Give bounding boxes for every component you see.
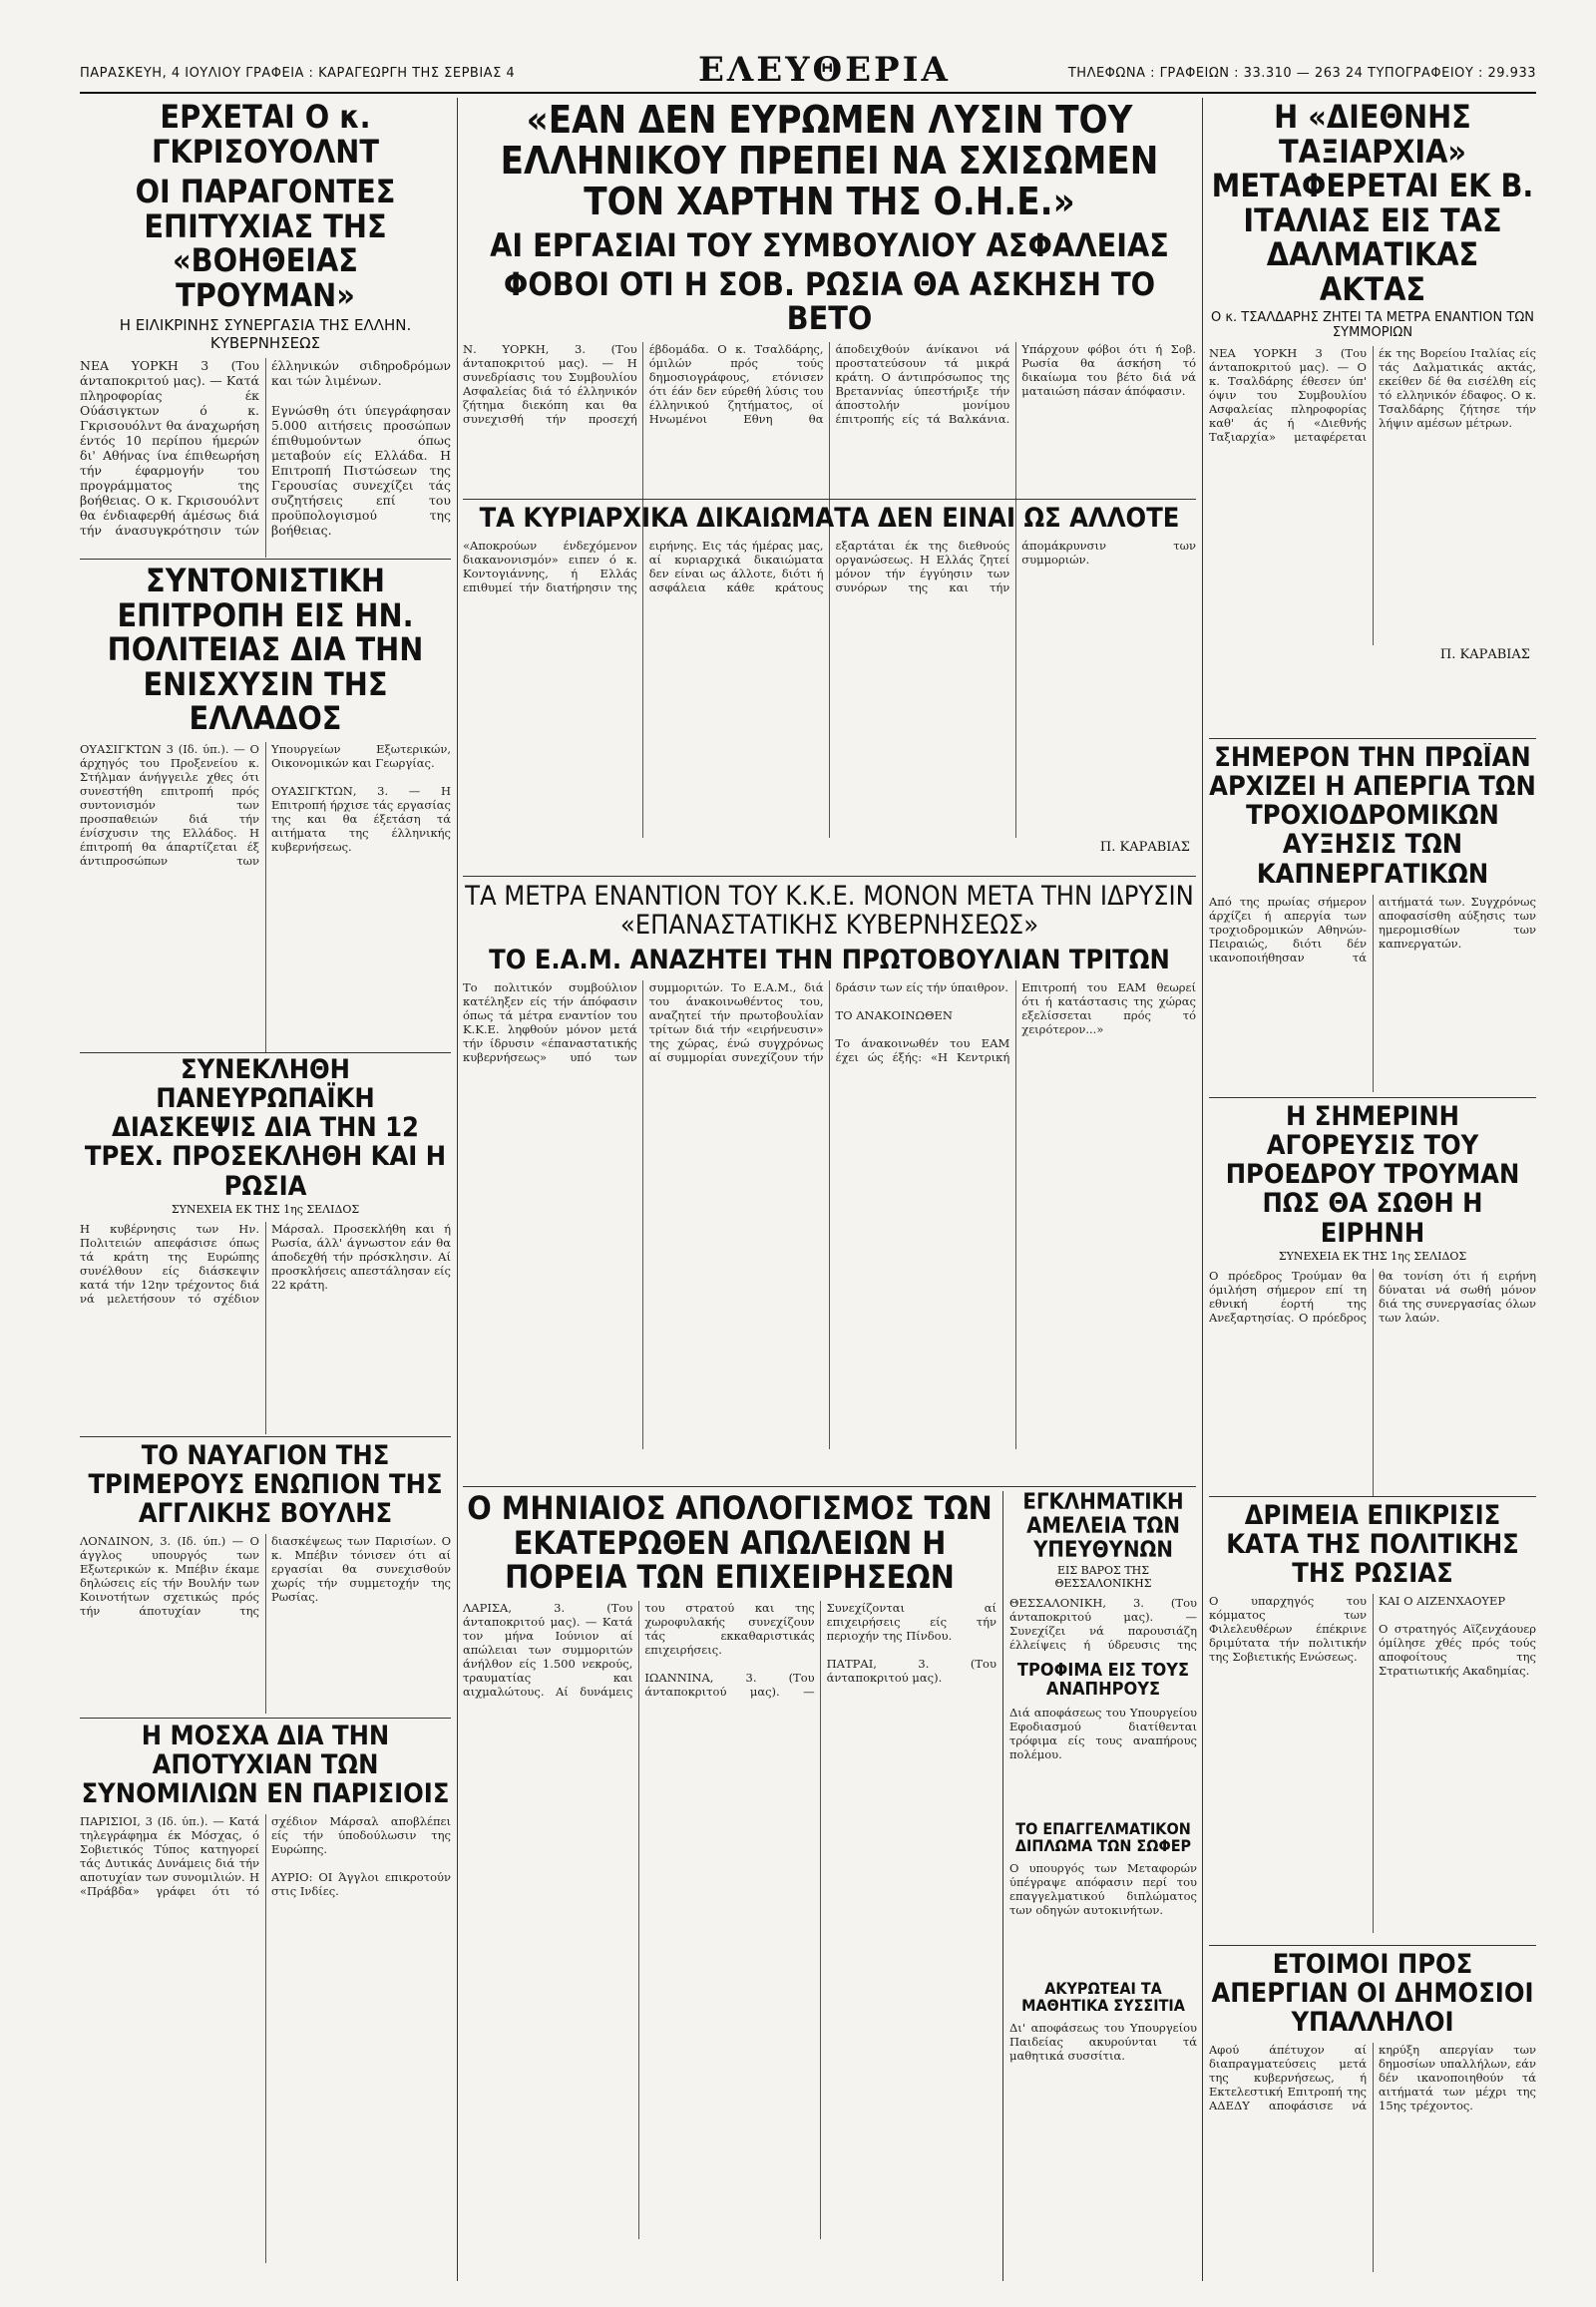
headline: ΟΙ ΠΑΡΑΓΟΝΤΕΣ ΕΠΙΤΥΧΙΑΣ ΤΗΣ «ΒΟΗΘΕΙΑΣ ΤΡΟΥΜΑΝ» <box>135 173 396 314</box>
article-body: Δι' αποφάσεως του Υπουργείου Παιδείας ακυρούνται τά μαθητικά συσσίτια. <box>1009 2020 1197 2063</box>
byline: Π. ΚΑΡΑΒΙΑΣ <box>1439 647 1530 663</box>
section-rule <box>463 499 1196 500</box>
headline: «ΕΑΝ ΔΕΝ ΕΥΡΩΜΕΝ ΛΥΣΙΝ ΤΟΥ ΕΛΛΗΝΙΚΟΥ ΠΡΕΠΕΙ ΝΑ ΣΧΙΣΩΜΕΝ ΤΟΝ ΧΑΡΤΗΝ ΤΗΣ Ο.Η.Ε.» <box>500 100 1159 224</box>
article-body: Η κυβέρνησις των Ην. Πολιτειών απεφάσισε όπως τά κράτη της Ευρώπης συνέλθουν είς διάσκεψιν κατά τήν 12ην τρέχοντος διά νά μελετήσουν τό σχέδιον Μάρσαλ. Προσεκλήθη και ή Ρωσία, άλλ' άγνωστον εάν θα άποδεχθή τήν πρόσκλησιν. Αί προσκλήσεις απεστάλησαν είς 22 κράτη. <box>80 1221 451 1306</box>
article-mosxa <box>80 1722 451 2280</box>
article-trouman <box>1209 1102 1536 1496</box>
masthead-date-address: ΠΑΡΑΣΚΕΥΗ, 4 ΙΟΥΛΙΟΥ ΓΡΑΦΕΙΑ : ΚΑΡΑΓΕΩΡΓΗ ΤΗΣ ΣΕΡΒΙΑΣ 4 <box>80 66 516 81</box>
article-egklimatiki <box>1009 1491 1197 1651</box>
article-body: ΛΑΡΙΣΑ, 3. (Του άνταποκριτού μας). — Κατά τον μήνα Ιούνιον αί απώλειαι των συμμοριτών άνήλθον είς 1.500 νεκρούς, τραυματίας και αιχμαλώτους. Αί δυνάμεις του στρατού και της χωροφυλακής συνεχίζουν τάς εκκαθαριστικάς επιχειρήσεις. ΙΩΑΝΝΙΝΑ, 3. (Του άνταποκριτού μας). — Συνεχίζονται αί επιχειρήσεις είς τήν περιοχήν της Πίνδου. ΠΑΤΡΑΙ, 3. (Του άνταποκριτού μας). <box>463 1600 997 1699</box>
subheadline: Η ΕΙΛΙΚΡΙΝΗΣ ΣΥΝΕΡΓΑΣΙΑ ΤΗΣ ΕΛΛΗΝ. ΚΥΒΕΡΝΗΣΕΩΣ <box>119 316 412 353</box>
headline: ΤΟ ΕΠΑΓΓΕΛΜΑΤΙΚΟΝ ΔΙΠΛΩΜΑ ΤΩΝ ΣΩΦΕΡ <box>1014 1820 1192 1856</box>
article-body: ΘΕΣΣΑΛΟΝΙΚΗ, 3. (Του άνταποκριτού μας). — Συνεχίζει νά παρουσιάζη έλλείψεις ή ύδρευσις της <box>1009 1596 1197 1651</box>
section-rule <box>80 1436 451 1437</box>
article-body: ΠΑΡΙΣΙΟΙ, 3 (Ιδ. ύπ.). — Κατά τηλεγράφημα έκ Μόσχας, ό Σοβιετικός Τύπος κατηγορεί τάς Δυτικάς Δυνάμεις διά τήν αποτυχίαν των συνομιλιών. Η «Πράβδα» γράφει ότι τό σχέδιον Μάρσαλ αποβλέπει είς τήν ύποδούλωσιν της Ευρώπης. ΑΥΡΙΟ: ΟΙ Άγγλοι επικροτούν στις Ινδίες. <box>80 1814 451 1899</box>
article-trofima <box>1009 1661 1197 1810</box>
headline: ΕΤΟΙΜΟΙ ΠΡΟΣ ΑΠΕΡΓΙΑΝ ΟΙ ΔΗΜΟΣΙΟΙ ΥΠΑΛΛΗΛΟΙ <box>1211 1950 1534 2039</box>
article-body: Από της πρωίας σήμερον άρχίζει ή απεργία των τροχιοδρομικών Αθηνών-Πειραιώς, διότι δέν ικανοποιήθησαν τά αιτήματά των. Συγχρόνως αποφασίσθη αύξησις των ημερομισθίων των καπνεργατών. <box>1209 894 1536 964</box>
article-kyriarchika <box>463 504 1196 873</box>
headline: ΕΓΚΛΗΜΑΤΙΚΗ ΑΜΕΛΕΙΑ ΤΩΝ ΥΠΕΥΘΥΝΩΝ <box>1022 1491 1184 1563</box>
section-rule <box>1209 738 1536 739</box>
headline: Ο ΜΗΝΙΑΙΟΣ ΑΠΟΛΟΓΙΣΜΟΣ ΤΩΝ ΕΚΑΤΕΡΩΘΕΝ ΑΠΩΛΕΙΩΝ Η ΠΟΡΕΙΑ ΤΩΝ ΕΠΙΧΕΙΡΗΣΕΩΝ <box>467 1491 993 1597</box>
article-body: Διά αποφάσεως του Υπουργείου Εφοδιασμού διατίθενται τρόφιμα είς τους αναπήρους πολέμου. <box>1009 1705 1197 1761</box>
section-rule <box>80 1718 451 1719</box>
headline: ΤΑ ΜΕΤΡΑ ΕΝΑΝΤΙΟΝ ΤΟΥ Κ.Κ.Ε. ΜΟΝΟΝ ΜΕΤΑ ΤΗΝ ΙΔΡΥΣΙΝ «ΕΠΑΝΑΣΤΑΤΙΚΗΣ ΚΥΒΕΡΝΗΣΕΩΣ» <box>465 882 1194 942</box>
headline: ΤΟ Ε.Α.Μ. ΑΝΑΖΗΤΕΙ ΤΗΝ ΠΡΩΤΟΒΟΥΛΙΑΝ ΤΡΙΤΩΝ <box>489 945 1170 976</box>
article-body: Ο πρόεδρος Τρούμαν θα όμιλήση σήμερον επί τη εθνική έορτή της Ανεξαρτησίας. Ο πρόεδρος θα τονίση ότι ή ειρήνη δύναται νά σωθή μόνον διά της συνεργασίας όλων των λαών. <box>1209 1268 1536 1325</box>
headline: ΑΙ ΕΡΓΑΣΙΑΙ ΤΟΥ ΣΥΜΒΟΥΛΙΟΥ ΑΣΦΑΛΕΙΑΣ <box>490 226 1169 265</box>
byline: Π. ΚΑΡΑΒΙΑΣ <box>1099 840 1190 856</box>
headline: ΦΟΒΟΙ ΟΤΙ Η ΣΟΒ. ΡΩΣΙΑ ΘΑ ΑΣΚΗΣΗ ΤΟ ΒΕΤΟ <box>503 264 1156 338</box>
article-body: Ν. ΥΟΡΚΗ, 3. (Του άνταποκριτού μας). — Η συνεδρίασις του Συμβουλίου Ασφαλείας διά τό έλληνικόν ζήτημα διεκόπη και θα συνεχισθή τήν προσεχή έβδομάδα. Ο κ. Τσαλδάρης, όμιλών πρός τούς δημοσιογράφους, ετόνισεν ότι έάν δεν εύρεθή λύσις του έλληνικού ζητήματος, οί Ηνωμένοι Εθνη θα άποδειχθούν άνίκανοι νά προστατεύσουν τά μικρά κράτη. Ο άντιπρόσωπος της Βρεταννίας ύπεστήριξε τήν άποστολήν μονίμου έπιτροπής είς τά Βαλκάνια. Υπάρχουν φόβοι ότι ή Σοβ. Ρωσία θα άσκήση τό δικαίωμα του βέτο διά νά ματαιώση πάσαν άπόφασιν. <box>463 341 1196 426</box>
article-body: ΝΕΑ ΥΟΡΚΗ 3 (Του άνταποκριτού μας). — Ο κ. Τσαλδάρης έθεσεν ύπ' όψιν του Συμβουλίου Ασφαλείας πληροφορίας καθ' άς ή «Διεθνής Ταξιαρχία» μεταφέρεται έκ της Βορείου Ιταλίας είς τάς Δαλματικάς ακτάς, εκείθεν δέ θα εισέλθη είς τό ελληνικόν έδαφος. Ο κ. Τσαλδάρης ζήτησε τήν λήψιν αμέσων μέτρων. <box>1209 346 1536 445</box>
headline: Η ΣΗΜΕΡΙΝΗ ΑΓΟΡΕΥΣΙΣ ΤΟΥ ΠΡΟΕΔΡΟΥ ΤΡΟΥΜΑΝ ΠΩΣ ΘΑ ΣΩΘΗ Η ΕΙΡΗΝΗ <box>1225 1102 1520 1249</box>
column-rule <box>1002 1491 1003 2281</box>
masthead-title: ΕΛΕΥΘΕΡΙΑ <box>698 50 951 90</box>
article-synontistiki <box>80 564 451 1052</box>
headline: ΤΑ ΚΥΡΙΑΡΧΙΚΑ ΔΙΚΑΙΩΜΑΤΑ ΔΕΝ ΕΙΝΑΙ ΩΣ ΑΛΛΟΤΕ <box>479 504 1180 534</box>
column-rule <box>457 98 458 2281</box>
article-body: Το πολιτικόν συμβούλιον κατέληξεν είς τήν άπόφασιν όπως τά μέτρα εναντίον του Κ.Κ.Ε. ληφθούν μόνον μετά τήν ίδρυσιν «έπαναστατικής κυβερνήσεως» υπό των συμμοριτών. Το Ε.Α.Μ., διά του άνακοινωθέντος του, αναζητεί τήν πρωτοβουλίαν τρίτων διά τήν «ειρήνευσιν» της χώρας, ένώ συγχρόνως αί συμμορίαι συνεχίζουν τήν δράσιν των είς τήν ύπαιθρον. ΤΟ ΑΝΑΚΟΙΝΩΘΕΝ Το άνακοινωθέν του ΕΑΜ έχει ώς έξής: «Η Κεντρική Επιτροπή του ΕΑΜ θεωρεί ότι ή κατάστασις της χώρας εξελίσσεται πρός τό χειρότερον...» <box>463 980 1196 1065</box>
headline: ΤΡΟΦΙΜΑ ΕΙΣ ΤΟΥΣ ΑΝΑΠΗΡΟΥΣ <box>1016 1661 1190 1701</box>
article-apergia <box>1209 743 1536 1092</box>
section-rule <box>463 1486 1196 1487</box>
subheadline: Ο κ. ΤΣΑΛΔΑΡΗΣ ΖΗΤΕΙ ΤΑ ΜΕΤΡΑ ΕΝΑΝΤΙΟΝ ΤΩΝ ΣΥΜΜΟΡΙΩΝ <box>1210 310 1534 341</box>
kicker: ΣΥΝΕΧΕΙΑ ΕΚ ΤΗΣ 1ης ΣΕΛΙΔΟΣ <box>1278 1249 1467 1263</box>
article-paneuropaiki <box>80 1055 451 1434</box>
headline: ΤΟ ΝΑΥΑΓΙΟΝ ΤΗΣ ΤΡΙΜΕΡΟΥΣ ΕΝΩΠΙΟΝ ΤΗΣ ΑΓΓΛΙΚΗΣ ΒΟΥΛΗΣ <box>88 1441 443 1530</box>
section-rule <box>463 876 1196 877</box>
headline: ΣΥΝΤΟΝΙΣΤΙΚΗ ΕΠΙΤΡΟΠΗ ΕΙΣ ΗΝ. ΠΟΛΙΤΕΙΑΣ ΔΙΑ ΤΗΝ ΕΝΙΣΧΥΣΙΝ ΤΗΣ ΕΛΛΑΔΟΣ <box>107 564 424 738</box>
article-epikrisis <box>1209 1501 1536 1940</box>
headline: Η «ΔΙΕΘΝΗΣ ΤΑΞΙΑΡΧΙΑ» ΜΕΤΑΦΕΡΕΤΑΙ ΕΚ Β. ΙΤΑΛΙΑΣ ΕΙΣ ΤΑΣ ΔΑΛΜΑΤΙΚΑΣ ΑΚΤΑΣ <box>1211 100 1534 308</box>
article-body: ΟΥΑΣΙΓΚΤΩΝ 3 (Ιδ. ύπ.). — Ο άρχηγός του Προξενείου κ. Στήλμαν άνήγγειλε χθες ότι συνεστήθη επιτροπή πρός συντονισμόν των προσπαθειών διά τήν ένίσχυσιν της Ελλάδος. Η έπιτροπή θα άπαρτίζεται έξ άντιπροσώπων των Υπουργείων Εξωτερικών, Οικονομικών και Γεωργίας. ΟΥΑΣΙΓΚΤΩΝ, 3. — Η Επιτροπή ήρχισε τάς εργασίας της και θα έξετάση τά αιτήματα της έλληνικής κυβερνήσεως. <box>80 741 451 868</box>
article-body: «Αποκρούων ένδεχόμενον διακανονισμόν» ειπεν ό κ. Κοντογιάννης, ή Ελλάς επιθυμεί τήν διατήρησιν της ειρήνης. Εις τάς ήμέρας μας, αί κυριαρχικά δικαιώματα δεν είναι ως άλλοτε, διότι ή ασφάλεια κάθε κράτους εξαρτάται έκ της διεθνούς οργανώσεως. Η Ελλάς ζητεί μόνον τήν έγγύησιν των συνόρων της και τήν άπομάκρυνσιν των συμμοριών. <box>463 539 1196 595</box>
column-rule <box>1202 98 1203 2281</box>
article-dimosioi <box>1209 1950 1536 2279</box>
section-rule <box>80 559 451 560</box>
headline: Η ΜΟΣΧΑ ΔΙΑ ΤΗΝ ΑΠΟΤΥΧΙΑΝ ΤΩΝ ΣΥΝΟΜΙΛΙΩΝ ΕΝ ΠΑΡΙΣΙΟΙΣ <box>81 1722 450 1810</box>
subheadline: ΕΙΣ ΒΑΡΟΣ ΤΗΣ ΘΕΣΣΑΛΟΝΙΚΗΣ <box>1054 1564 1152 1591</box>
section-rule <box>1209 1097 1536 1098</box>
masthead <box>80 52 1536 94</box>
article-mathitika <box>1009 1980 1197 2129</box>
kicker: ΣΥΝΕΧΕΙΑ ΕΚ ΤΗΣ 1ης ΣΕΛΙΔΟΣ <box>171 1202 360 1216</box>
article-sofer <box>1009 1820 1197 1970</box>
headline: ΔΡΙΜΕΙΑ ΕΠΙΚΡΙΣΙΣ ΚΑΤΑ ΤΗΣ ΠΟΛΙΤΙΚΗΣ ΤΗΣ ΡΩΣΙΑΣ <box>1226 1501 1519 1590</box>
article-body: ΝΕΑ ΥΟΡΚΗ 3 (Του άνταποκριτού μας). — Κατά πληροφορίας έκ Ούάσιγκτων ό κ. Γκρισουόλντ θα άναχωρήση έντός 10 περίπου ήμερών δι' Αθήνας ίνα έπιθεωρήση τήν έφαρμογήν του προγράμματος της βοήθειας. Ο κ. Γκρισουόλντ θα ένδιαφερθή άμέσως διά τήν άνασυγκρότησιν τών έλληνικών σιδηροδρόμων και τών λιμένων. Εγνώσθη ότι ύπεγράφησαν 5.000 αιτήσεις προσώπων έπιθυμούντων όπως μεταβούν είς Ελλάδα. Η Επιτροπή Πιστώσεων της Γερουσίας συνεχίζει τάς συζητήσεις επί του προϋπολογισμού της βοήθειας. <box>80 358 451 539</box>
article-trimerous <box>80 1441 451 1716</box>
article-body: Αφού άπέτυχον αί διαπραγματεύσεις μετά της κυβερνήσεως, ή Εκτελεστική Επιτροπή της ΑΔΕΔΥ αποφάσισε νά κηρύξη απεργίαν των δημοσίων υπαλλήλων, εάν δέν ικανοποιηθούν τά αιτήματά των μέχρι της 15ης τρέχοντος. <box>1209 2043 1536 2114</box>
section-rule <box>1209 1945 1536 1946</box>
article-body: ΛΟΝΔΙΝΟΝ, 3. (Ιδ. ύπ.) — Ο άγγλος υπουργός των Εξωτερικών κ. Μπέβιν έκαμε δηλώσεις είς τήν Βουλήν των Κοινοτήτων σχετικώς πρός τήν άποτυχίαν της διασκέψεως των Παρισίων. Ο κ. Μπέβιν τόνισεν ότι αί εργασίαι θα συνεχισθούν χωρίς τήν συμμετοχήν της Ρωσίας. <box>80 1534 451 1619</box>
section-rule <box>80 1052 451 1053</box>
article-body: Ο υπαρχηγός του κόμματος των Φιλελευθέρων έπέκρινε δριμύτατα τήν πολιτικήν της Σοβιετικής Ενώσεως. ΚΑΙ Ο ΑΙΖΕΝΧΑΟΥΕΡ Ο στρατηγός Αϊζενχάουερ όμίλησε χθές πρός τούς αποφοίτους της Στρατιωτικής Ακαδημίας. <box>1209 1594 1536 1679</box>
section-rule <box>1209 1496 1536 1497</box>
headline: ΣΥΝΕΚΛΗΘΗ ΠΑΝΕΥΡΩΠΑΪΚΗ ΔΙΑΣΚΕΨΙΣ ΔΙΑ ΤΗΝ 12 ΤΡΕΧ. ΠΡΟΣΕΚΛΗΘΗ ΚΑΙ Η ΡΩΣΙΑ <box>84 1055 447 1202</box>
article-kke <box>463 882 1196 1480</box>
headline: ΕΡΧΕΤΑΙ Ο κ. ΓΚΡΙΣΟΥΟΛΝΤ <box>152 100 379 171</box>
article-apologismos <box>463 1491 997 2279</box>
article-body: Ο υπουργός των Μεταφορών ύπέγραψε απόφασιν περί του επαγγελματικού διπλώματος των οδηγών αυτοκινήτων. <box>1009 1860 1197 1917</box>
headline: ΑΚΥΡΩΤΕΑΙ ΤΑ ΜΑΘΗΤΙΚΑ ΣΥΣΣΙΤΙΑ <box>1021 1980 1185 2016</box>
masthead-phones: ΤΗΛΕΦΩΝΑ : ΓΡΑΦΕΙΩΝ : 33.310 — 263 24 ΤΥΠΟΓΡΑΦΕΙΟΥ : 29.933 <box>1067 66 1536 81</box>
article-taxiarchia <box>1209 100 1536 738</box>
headline: ΣΗΜΕΡΟΝ ΤΗΝ ΠΡΩΪΑΝ ΑΡΧΙΖΕΙ Η ΑΠΕΡΓΙΑ ΤΩΝ ΤΡΟΧΙΟΔΡΟΜΙΚΩΝ ΑΥΞΗΣΙΣ ΤΩΝ ΚΑΠΝΕΡΓΑΤΙΚΩΝ <box>1209 743 1536 890</box>
